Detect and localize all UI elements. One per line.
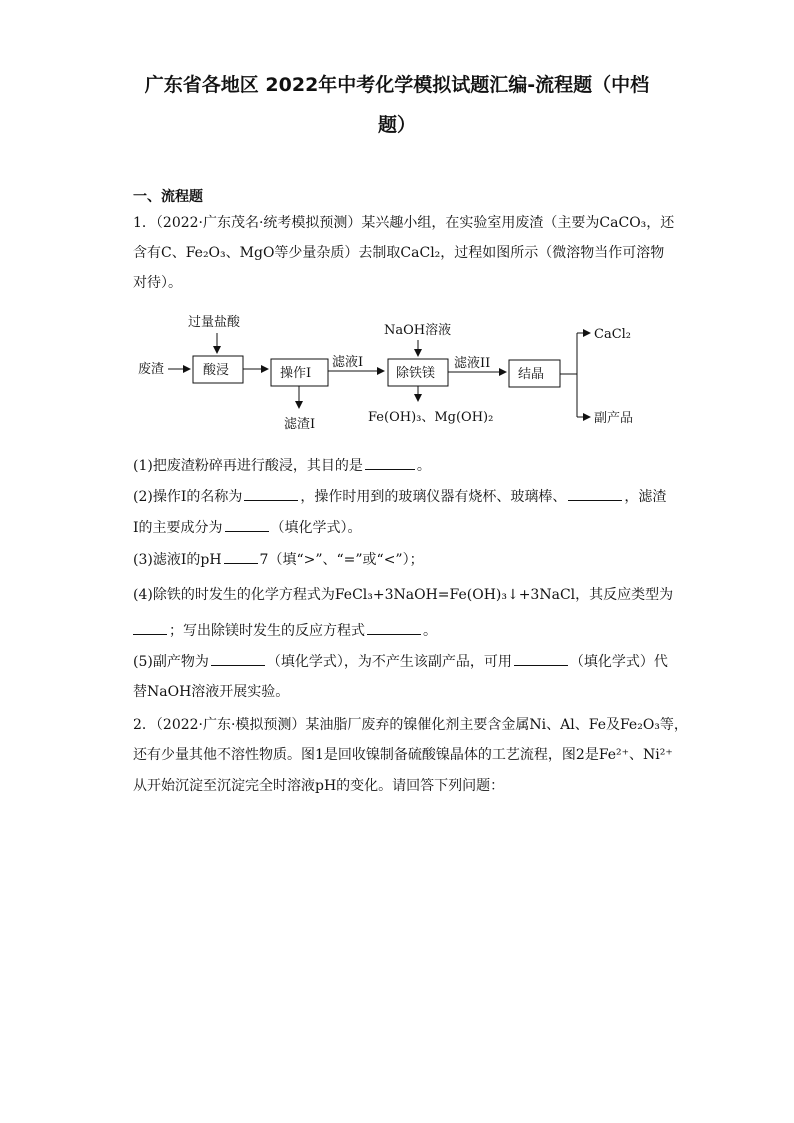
answer-blank-6[interactable] [133, 620, 167, 635]
flow-diagram [0, 305, 794, 445]
q1-sub2-text-c: ，滤渣 [624, 489, 667, 505]
q1-line3: 对待）。 [133, 275, 182, 291]
answer-blank-2[interactable] [244, 486, 298, 501]
answer-blank-8[interactable] [211, 651, 265, 666]
q1-sub4: (4)除铁的时发生的化学方程式为FeCl₃+3NaOH=Fe(OH)₃↓+3NaCl，其反应类型为 [133, 587, 674, 603]
q1-line2: 含有C、Fe₂O₃、MgO等少量杂质）去制取CaCl₂，过程如图所示（微溶物当作可溶物 [133, 245, 665, 261]
q1-sub1-text-a: (1)把废渣粉碎再进行酸浸，其目的是 [133, 458, 363, 474]
flow-output-byproduct: 副产品 [594, 411, 634, 426]
q2-line2: 还有少量其他不溶性物质。图1是回收镍制备硫酸镍晶体的工艺流程，图2是Fe²⁺、Ni²⁺ [133, 747, 673, 763]
q2-line1: 2．（2022·广东·模拟预测）某油脂厂废弃的镍催化剂主要含金属Ni、Al、Fe及Fe₂O₃等， [133, 717, 688, 733]
q1-line1: 1．（2022·广东茂名·统考模拟预测）某兴趣小组，在实验室用废渣（主要为CaCO₃，还 [133, 215, 675, 231]
q1-sub5-text-c: （填化学式）代 [569, 654, 668, 670]
q1-sub4-text-c: 。 [423, 623, 437, 639]
q1-sub2-text-d: I的主要成分为 [133, 520, 223, 536]
flow-input: 废渣 [138, 362, 165, 377]
section-heading: 一、流程题 [133, 189, 203, 205]
flow-output-cacl2: CaCl₂ [594, 327, 632, 342]
q1-sub3-text-b: 7（填“>”、“=”或“<”）； [259, 552, 424, 568]
q1-sub1 [133, 455, 431, 475]
flow-box2-label: 操作I [280, 366, 312, 381]
q2-line3: 从开始沉淀至沉淀完全时溶液pH的变化。请回答下列问题： [133, 778, 505, 794]
q1-sub3 [133, 549, 424, 569]
q1-sub5-cont: 替NaOH溶液开展实验。 [133, 684, 290, 700]
q1-sub3-text-a: (3)滤液I的pH [133, 552, 222, 568]
flow-box4-label: 结晶 [518, 367, 545, 382]
flow-reagent1: 过量盐酸 [188, 315, 241, 330]
flow-filtrate2: 滤液II [454, 356, 491, 371]
answer-blank-7[interactable] [367, 620, 421, 635]
q1-sub2-cont [133, 517, 362, 537]
page-title-line2: 题） [377, 114, 416, 136]
flow-residue1: 滤渣I [284, 417, 316, 432]
flow-precipitate: Fe(OH)₃、Mg(OH)₂ [368, 410, 494, 425]
q1-sub5-text-a: (5)副产物为 [133, 654, 209, 670]
answer-blank-5[interactable] [224, 549, 258, 564]
flow-reagent2: NaOH溶液 [384, 323, 452, 338]
flow-box1-label: 酸浸 [203, 363, 230, 378]
q1-sub2-text-b: ，操作时用到的玻璃仪器有烧杯、玻璃棒、 [300, 489, 567, 505]
answer-blank-4[interactable] [225, 517, 269, 532]
flow-filtrate1: 滤液I [332, 355, 364, 370]
q1-sub4-text-b: ；写出除镁时发生的反应方程式 [169, 623, 365, 639]
flow-box3-label: 除铁镁 [396, 366, 436, 381]
q1-sub2-text-e: （填化学式）。 [270, 520, 362, 536]
answer-blank-9[interactable] [514, 651, 568, 666]
q1-sub5 [133, 651, 668, 671]
answer-blank-1[interactable] [365, 455, 415, 470]
q1-sub5-text-b: （填化学式），为不产生该副产品，可用 [266, 654, 512, 670]
q1-sub4-cont [133, 620, 437, 640]
q1-sub1-text-b: 。 [416, 458, 431, 474]
answer-blank-3[interactable] [568, 486, 622, 501]
q1-sub2-text-a: (2)操作I的名称为 [133, 489, 243, 505]
page-title-line1: 广东省各地区 2022年中考化学模拟试题汇编-流程题（中档 [144, 74, 650, 96]
q1-sub2 [133, 486, 666, 506]
